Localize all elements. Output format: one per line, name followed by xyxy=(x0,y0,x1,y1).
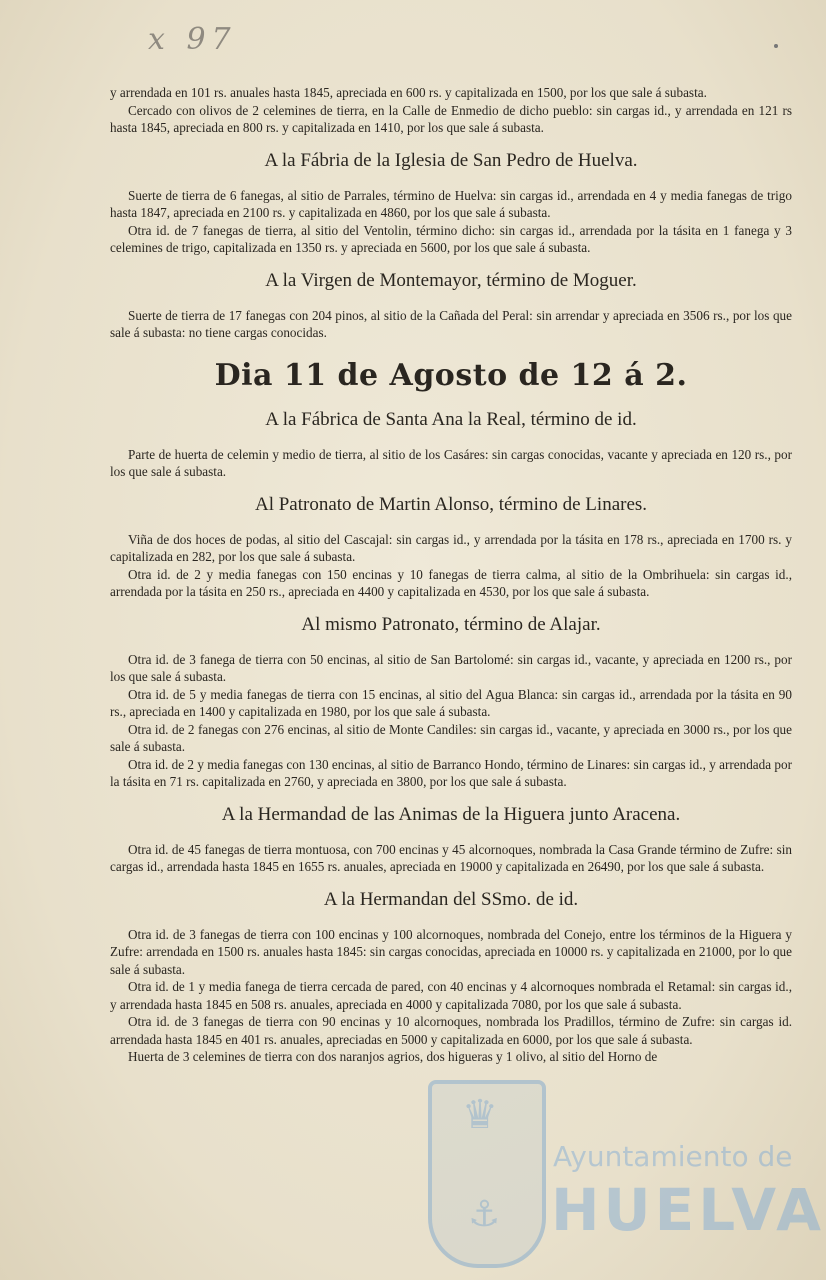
section-heading: A la Fábrica de Santa Ana la Real, término de id. xyxy=(265,408,637,430)
section-heading: Al mismo Patronato, término de Alajar. xyxy=(301,613,601,635)
coat-of-arms-icon xyxy=(428,1080,546,1268)
crown-icon: ♛ xyxy=(462,1092,498,1138)
anchor-icon: ⚓ xyxy=(468,1194,501,1235)
section-heading: A la Fábria de la Iglesia de San Pedro de Huelva. xyxy=(264,149,638,171)
watermark-line2: HUELVA xyxy=(551,1176,826,1244)
section-heading: A la Hermandad de las Animas de la Higuera junto Aracena. xyxy=(221,803,681,825)
property-entry: Otra id. de 1 y media fanega de tierra cercada de pared, con 40 encinas y 4 alcornoques nombrada el Retamal: sin cargas id., y arrendada hasta 1845 en 508 rs. anuales, apreciada en 4000 y capitalizada 7080, por los que sale á subasta. xyxy=(110,979,792,1012)
property-entry: Otra id. de 2 fanegas con 276 encinas, al sitio de Monte Candiles: sin cargas id., vacante, y apreciada en 3000 rs., por los que sale á subasta. xyxy=(110,721,792,754)
property-entry: Huerta de 3 celemines de tierra con dos naranjos agrios, dos higueras y 1 olivo, al sitio del Horno de xyxy=(128,1049,658,1064)
document-body xyxy=(110,84,792,1066)
property-entry: Otra id. de 2 y media fanegas con 150 encinas y 10 fanegas de tierra calma, al sitio de la Ombrihuela: sin cargas id., arrendada por la tásita en 250 rs., apreciada en 4400 y capitalizada en 4530, por los que sale á subasta. xyxy=(110,566,792,599)
handwritten-mark: x 97 xyxy=(148,22,237,57)
property-entry: Otra id. de 5 y media fanegas de tierra con 15 encinas, al sitio del Agua Blanca: sin cargas id., arrendada por la tásita en 90 rs., apreciada en 1400 y capitalizada en 1980, por los que sale á subasta. xyxy=(110,686,792,719)
day-heading: Dia 11 de Agosto de 12 á 2. xyxy=(214,357,688,393)
ink-speck xyxy=(774,44,778,48)
property-entry: Otra id. de 3 fanegas de tierra con 100 encinas y 100 alcornoques, nombrada del Conejo, entre los términos de la Higuera y Zufre: arrendada en 1500 rs. anuales hasta 1845: sin cargas conocidas, apreciada en 10000 rs. y capitalizada en 21000, por lo que sale á subasta. xyxy=(110,926,792,977)
property-entry: Viña de dos hoces de podas, al sitio del Cascajal: sin cargas id., y arrendada por la tásita en 178 rs., apreciada en 1700 rs. y capitalizada en 282, por los que sale á subasta. xyxy=(110,531,792,564)
property-entry: Suerte de tierra de 17 fanegas con 204 pinos, al sitio de la Cañada del Peral: sin arrendar y apreciada en 3506 rs., por los que sale á subasta: no tiene cargas conocidas. xyxy=(110,307,792,340)
section-heading: Al Patronato de Martin Alonso, término de Linares. xyxy=(254,493,648,515)
section-heading: A la Virgen de Montemayor, término de Moguer. xyxy=(265,269,637,291)
section-heading: A la Hermandan del SSmo. de id. xyxy=(323,888,579,910)
property-entry: Suerte de tierra de 6 fanegas, al sitio de Parrales, término de Huelva: sin cargas id., arrendada en 4 y media fanegas de trigo hasta 1847, apreciada en 2100 rs. y capitalizada en 4860, por los que sale á subasta. xyxy=(110,187,792,220)
property-entry: Otra id. de 2 y media fanegas con 130 encinas, al sitio de Barranco Hondo, término de Linares: sin cargas id., y arrendada por la tásita en 71 rs. capitalizada en 2760, y apreciada en 3800, por los que sale á subasta. xyxy=(110,756,792,789)
property-entry: Parte de huerta de celemin y medio de tierra, al sitio de los Casáres: sin cargas conocidas, vacante y apreciada en 120 rs., por los que sale á subasta. xyxy=(110,446,792,479)
property-entry: Otra id. de 3 fanegas de tierra con 90 encinas y 10 alcornoques, nombrada los Pradillos, término de Zufre: sin cargas id. arrendada hasta 1845 en 401 rs. anuales, apreciadas en 5000 y capitalizada en 6000, por los que sale á subasta. xyxy=(110,1014,792,1047)
property-entry: y arrendada en 101 rs. anuales hasta 1845, apreciada en 600 rs. y capitalizada en 1500, por los que sale á subasta. xyxy=(110,85,707,100)
property-entry: Otra id. de 7 fanegas de tierra, al sitio del Ventolin, término dicho: sin cargas id., arrendada por la tásita en 1 fanega y 3 celemines de trigo, capitalizada en 1350 rs. y apreciada en 5600, por los que sale á subasta. xyxy=(110,222,792,255)
watermark xyxy=(418,1080,826,1270)
property-entry: Cercado con olivos de 2 celemines de tierra, en la Calle de Enmedio de dicho pueblo: sin cargas id., y arrendada en 121 rs hasta 1845, apreciada en 800 rs. y capitalizada en 1410, por los que sale á subasta. xyxy=(110,102,792,135)
property-entry: Otra id. de 45 fanegas de tierra montuosa, con 700 encinas y 45 alcornoques, nombrada la Casa Grande término de Zufre: sin cargas id., arrendada hasta 1845 en 1655 rs. anuales, apreciada en 19000 y capitalizada en 26490, por los que sale á subasta. xyxy=(110,841,792,874)
watermark-line1: Ayuntamiento de xyxy=(553,1140,793,1173)
property-entry: Otra id. de 3 fanega de tierra con 50 encinas, al sitio de San Bartolomé: sin cargas id., vacante, y apreciada en 1200 rs., por los que sale á subasta. xyxy=(110,651,792,684)
